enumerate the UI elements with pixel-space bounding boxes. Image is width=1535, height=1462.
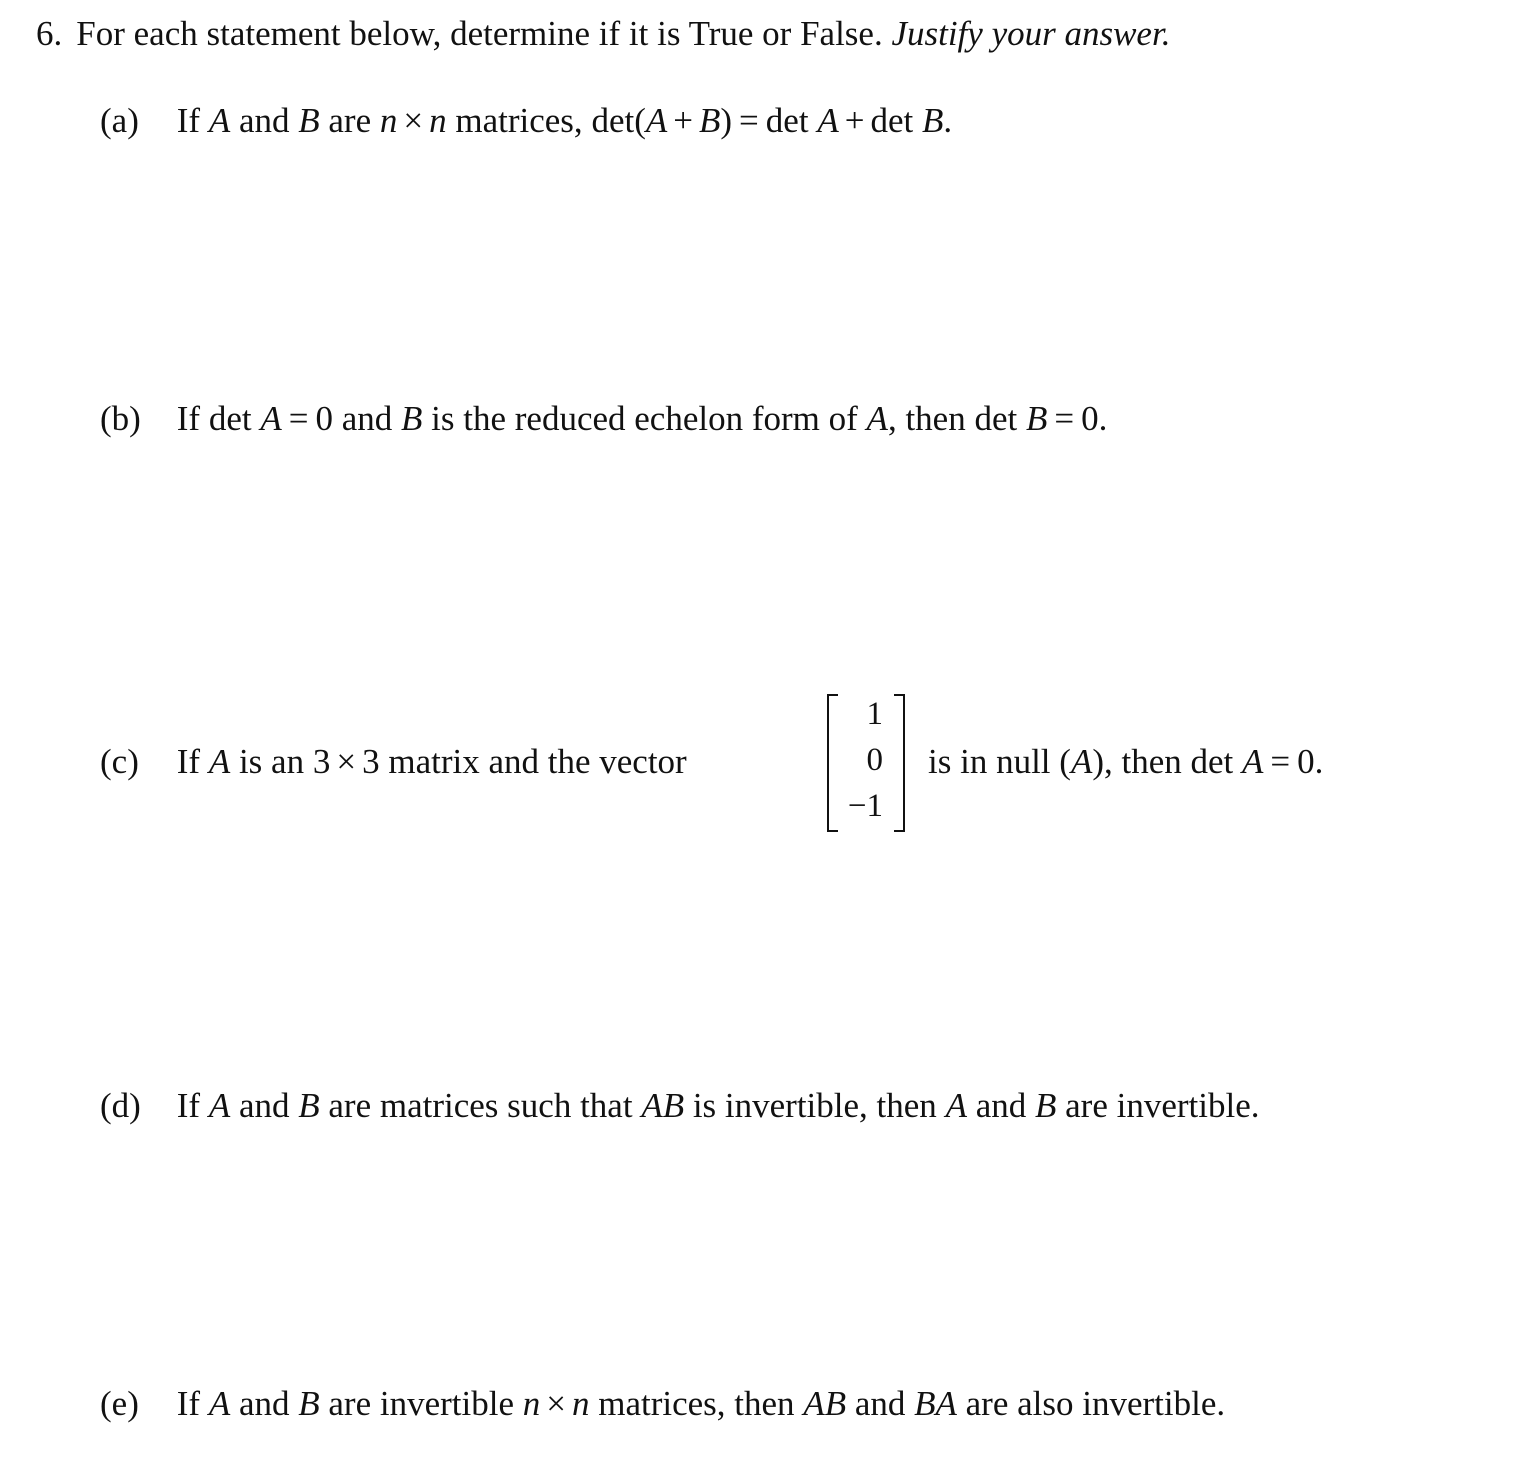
math-symbol: BA (914, 1384, 957, 1423)
word: matrices, (455, 101, 583, 140)
math-number: 0 (315, 399, 333, 438)
word: and (341, 399, 393, 438)
word: is in (928, 742, 988, 781)
word: and (238, 1086, 290, 1125)
word: If (176, 399, 201, 438)
statement-c (100, 744, 687, 779)
word: are matrices such that (328, 1086, 633, 1125)
column-vector (827, 694, 905, 832)
math-symbol: n (572, 1384, 590, 1423)
statement-d (100, 1088, 1260, 1123)
right-bracket (894, 694, 905, 832)
math-function: det (208, 399, 252, 438)
math-operator: × (336, 742, 357, 781)
vector-entry: 1 (866, 696, 883, 732)
item-label-d: (d) (100, 1086, 141, 1125)
math-symbol: A (1070, 742, 1093, 781)
math-symbol: A (945, 1086, 967, 1125)
math-symbol: B (298, 101, 320, 140)
math-symbol: n (379, 101, 398, 140)
item-label-c: (c) (100, 742, 139, 781)
item-label-e: (e) (100, 1384, 139, 1423)
word: is an (238, 742, 305, 781)
word: , then (887, 399, 966, 438)
word: are (328, 101, 372, 140)
math-function: null (996, 742, 1051, 781)
word: , then (1103, 742, 1182, 781)
math-operator: + (673, 101, 693, 140)
math-symbol: A (260, 399, 282, 438)
math-symbol: A (866, 399, 888, 438)
math-operator: = (739, 101, 759, 140)
math-operator: × (403, 101, 424, 140)
math-symbol: B (921, 101, 944, 140)
word: If (176, 742, 201, 781)
word: is invertible, then (692, 1086, 937, 1125)
math-symbol: A (1242, 742, 1264, 781)
math-operator: = (1054, 399, 1075, 438)
math-function: det (1190, 742, 1234, 781)
item-label-a: (a) (100, 101, 139, 140)
statement-a: (a) If A and B are n × n matrices, det(A + B) = det A + det B. (100, 101, 953, 140)
word: If (176, 1086, 201, 1125)
item-label-b: (b) (100, 399, 141, 438)
word: matrix and the vector (388, 742, 687, 781)
math-symbol: B (1035, 1086, 1057, 1125)
math-number: 0 (1081, 399, 1099, 438)
math-function: det (591, 101, 635, 140)
word: If (176, 101, 201, 140)
word: and (238, 101, 290, 140)
math-symbol: n (429, 101, 447, 140)
word: and (238, 1384, 290, 1423)
word: are also invertible. (965, 1384, 1226, 1423)
math-number: 0 (1297, 742, 1315, 781)
math-function: det (974, 399, 1018, 438)
math-symbol: B (298, 1086, 320, 1125)
word: matrices, then (598, 1384, 795, 1423)
vector-entry: 0 (866, 742, 883, 778)
word: is the reduced echelon form of (431, 399, 858, 438)
math-function: det (870, 101, 914, 140)
math-symbol: AB (803, 1384, 847, 1423)
statement-b: (b) If det A = 0 and B is the reduced echelon form of A, then det B = 0. (100, 399, 1108, 438)
math-operator: = (1270, 742, 1291, 781)
math-number: 3 (312, 742, 331, 781)
math-operator: + (844, 101, 865, 140)
question-instruction: Justify your answer. (891, 14, 1171, 53)
math-symbol: A (208, 101, 231, 140)
math-function: det (765, 101, 809, 140)
word: and (975, 1086, 1027, 1125)
left-bracket (827, 694, 838, 832)
math-symbol: B (1025, 399, 1048, 438)
question-number: 6. (36, 14, 63, 53)
statement-c-continued: is in null (A), then det A = 0. (928, 742, 1324, 781)
math-symbol: B (298, 1384, 320, 1423)
question-prompt: For each statement below, determine if it is True or False. (76, 14, 883, 53)
math-symbol: B (401, 399, 423, 438)
word: If (176, 1384, 201, 1423)
math-symbol: A (208, 1384, 231, 1423)
math-symbol: A (208, 1086, 231, 1125)
math-operator: = (288, 399, 309, 438)
word: and (854, 1384, 906, 1423)
math-symbol: n (522, 1384, 541, 1423)
math-symbol: A (208, 742, 231, 781)
math-number: 3 (362, 742, 380, 781)
math-symbol: B (699, 101, 721, 140)
question-header (36, 16, 1170, 51)
word: are invertible (328, 1384, 514, 1423)
math-symbol: A (817, 101, 839, 140)
math-symbol: A (645, 101, 668, 140)
math-symbol: AB (641, 1086, 685, 1125)
statement-e (100, 1386, 1225, 1421)
vector-entry: −1 (847, 788, 883, 824)
word: are invertible. (1065, 1086, 1260, 1125)
math-operator: × (546, 1384, 566, 1423)
